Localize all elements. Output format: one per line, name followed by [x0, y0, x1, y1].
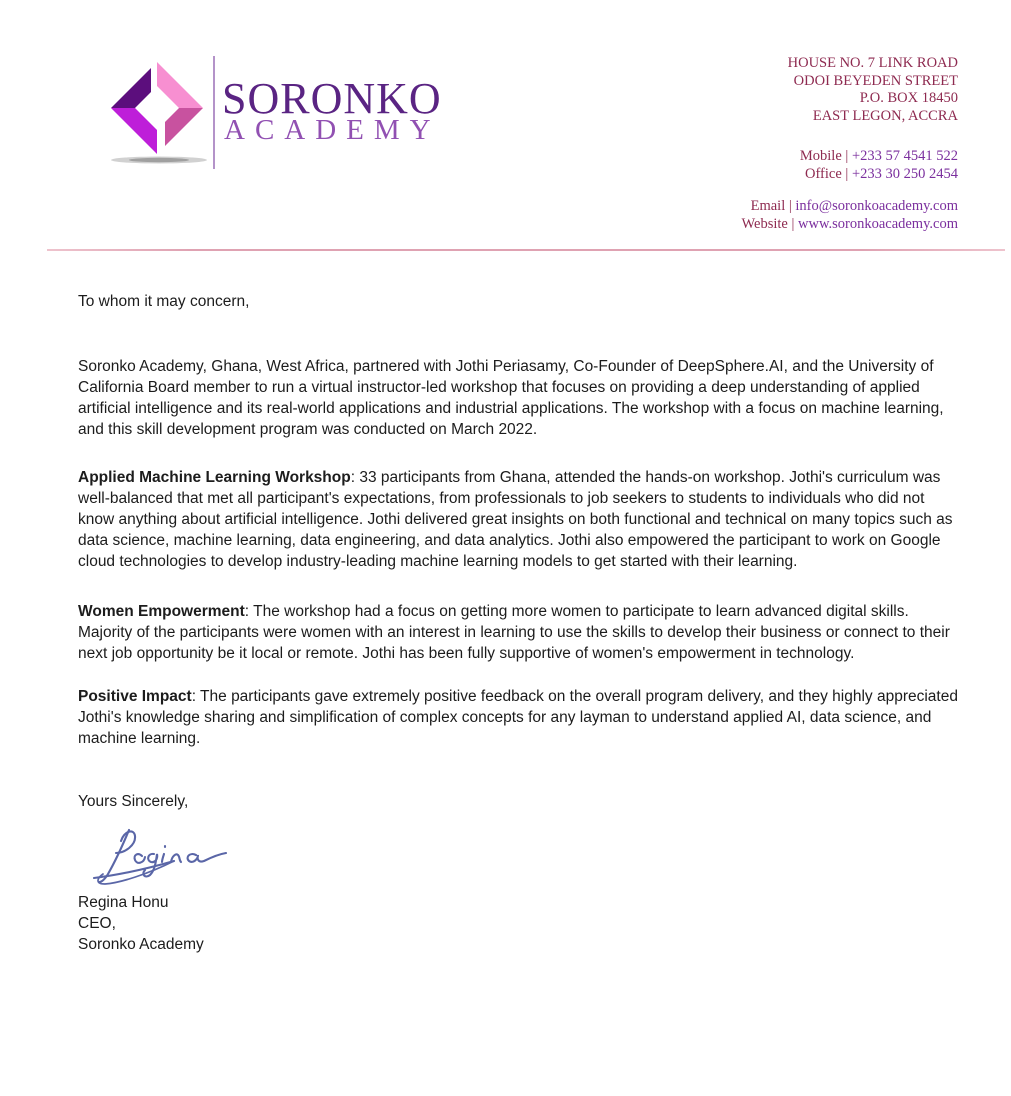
address-line: ODOI BEYEDEN STREET [793, 72, 958, 89]
paragraph-text: : 33 participants from Ghana, attended the hands-on workshop. Jothi's curriculum was well-balanced that met all participant's expectations, from professionals to job seekers to students to individuals who did not know anything about artificial intelligence. Jothi delivered great insights on both functional and technical on many topics such as data science, machine learning, data engineering, and data analytics. Jothi also empowered the participant to work on Google cloud technologies to develop industry-leading machine learning models to get started with their learning. [78, 469, 953, 570]
website-line [741, 216, 958, 234]
signature-image [84, 826, 234, 888]
logo-piece-bottom-right [165, 108, 203, 146]
phone-label: Mobile [799, 148, 842, 164]
paragraph-text: : The workshop had a focus on getting more women to participate to learn advanced digital skills. Majority of the participants were women with an interest in learning to use the skills to develop their business or connect to their next job opportunity be it local or remote. Jothi has been fully supportive of women's empowerment in technology. [78, 603, 950, 662]
soronko-logo-mark-icon [107, 62, 207, 166]
separator: | [845, 165, 849, 182]
logo-name: SORONKO [222, 74, 442, 123]
separator: | [788, 198, 792, 214]
signer-name: Regina Honu [78, 894, 169, 911]
phone-line [741, 148, 958, 166]
contact-block [741, 55, 958, 233]
phone-label: Office [805, 165, 842, 182]
signer-title: CEO, [78, 915, 116, 932]
email-link[interactable]: info@soronkoacademy.com [795, 198, 958, 214]
paragraph-lead: Applied Machine Learning Workshop [78, 469, 351, 486]
address-line: HOUSE NO. 7 LINK ROAD [787, 55, 958, 71]
logo-piece-top-right [157, 62, 203, 108]
logo-subname: ACADEMY [224, 114, 441, 146]
logo-piece-bottom-left [111, 108, 157, 154]
paragraph-text: Soronko Academy, Ghana, West Africa, partnered with Jothi Periasamy, Co-Founder of DeepSphere.AI, and the University of California Board member to run a virtual instructor-led workshop that focuses on providing a deep understanding of applied artificial intelligence and its real-world applications and industrial applications. The workshop with a focus on machine learning, and this skill development program was conducted on March 2022. [78, 358, 944, 438]
address-block [741, 55, 958, 125]
links-block [741, 198, 958, 233]
mobile-phone-link[interactable]: +233 57 4541 522 [851, 148, 958, 164]
separator: | [791, 215, 795, 232]
header-rule [47, 249, 1005, 251]
logo-piece-top-left [111, 68, 151, 108]
logo-divider [213, 56, 215, 169]
paragraph-workshop [78, 467, 960, 572]
letter-content [78, 291, 960, 955]
email-label: Email [750, 198, 786, 214]
address-line: P.O. BOX 18450 [859, 90, 958, 106]
paragraph-positive-impact [78, 686, 960, 749]
office-phone-link[interactable]: +233 30 250 2454 [851, 165, 958, 182]
separator: | [845, 148, 849, 164]
website-link[interactable]: www.soronkoacademy.com [798, 215, 958, 232]
closing: Yours Sincerely, [78, 793, 189, 810]
phone-line [741, 166, 958, 184]
paragraph-lead: Women Empowerment [78, 603, 245, 620]
paragraph-women-empowerment [78, 601, 960, 664]
paragraph-text: : The participants gave extremely positive feedback on the overall program delivery, and they highly appreciated Jothi's knowledge sharing and simplification of complex concepts for any layman to understand applied AI, data science, and machine learning. [78, 688, 958, 747]
address-line: EAST LEGON, ACCRA [812, 107, 958, 124]
phone-block [741, 148, 958, 183]
website-label: Website [741, 215, 788, 232]
greeting: To whom it may concern, [78, 293, 250, 310]
paragraph-intro [78, 356, 960, 440]
signature-block [78, 892, 960, 955]
signer-org: Soronko Academy [78, 936, 204, 953]
paragraph-lead: Positive Impact [78, 688, 192, 705]
email-line [741, 198, 958, 216]
